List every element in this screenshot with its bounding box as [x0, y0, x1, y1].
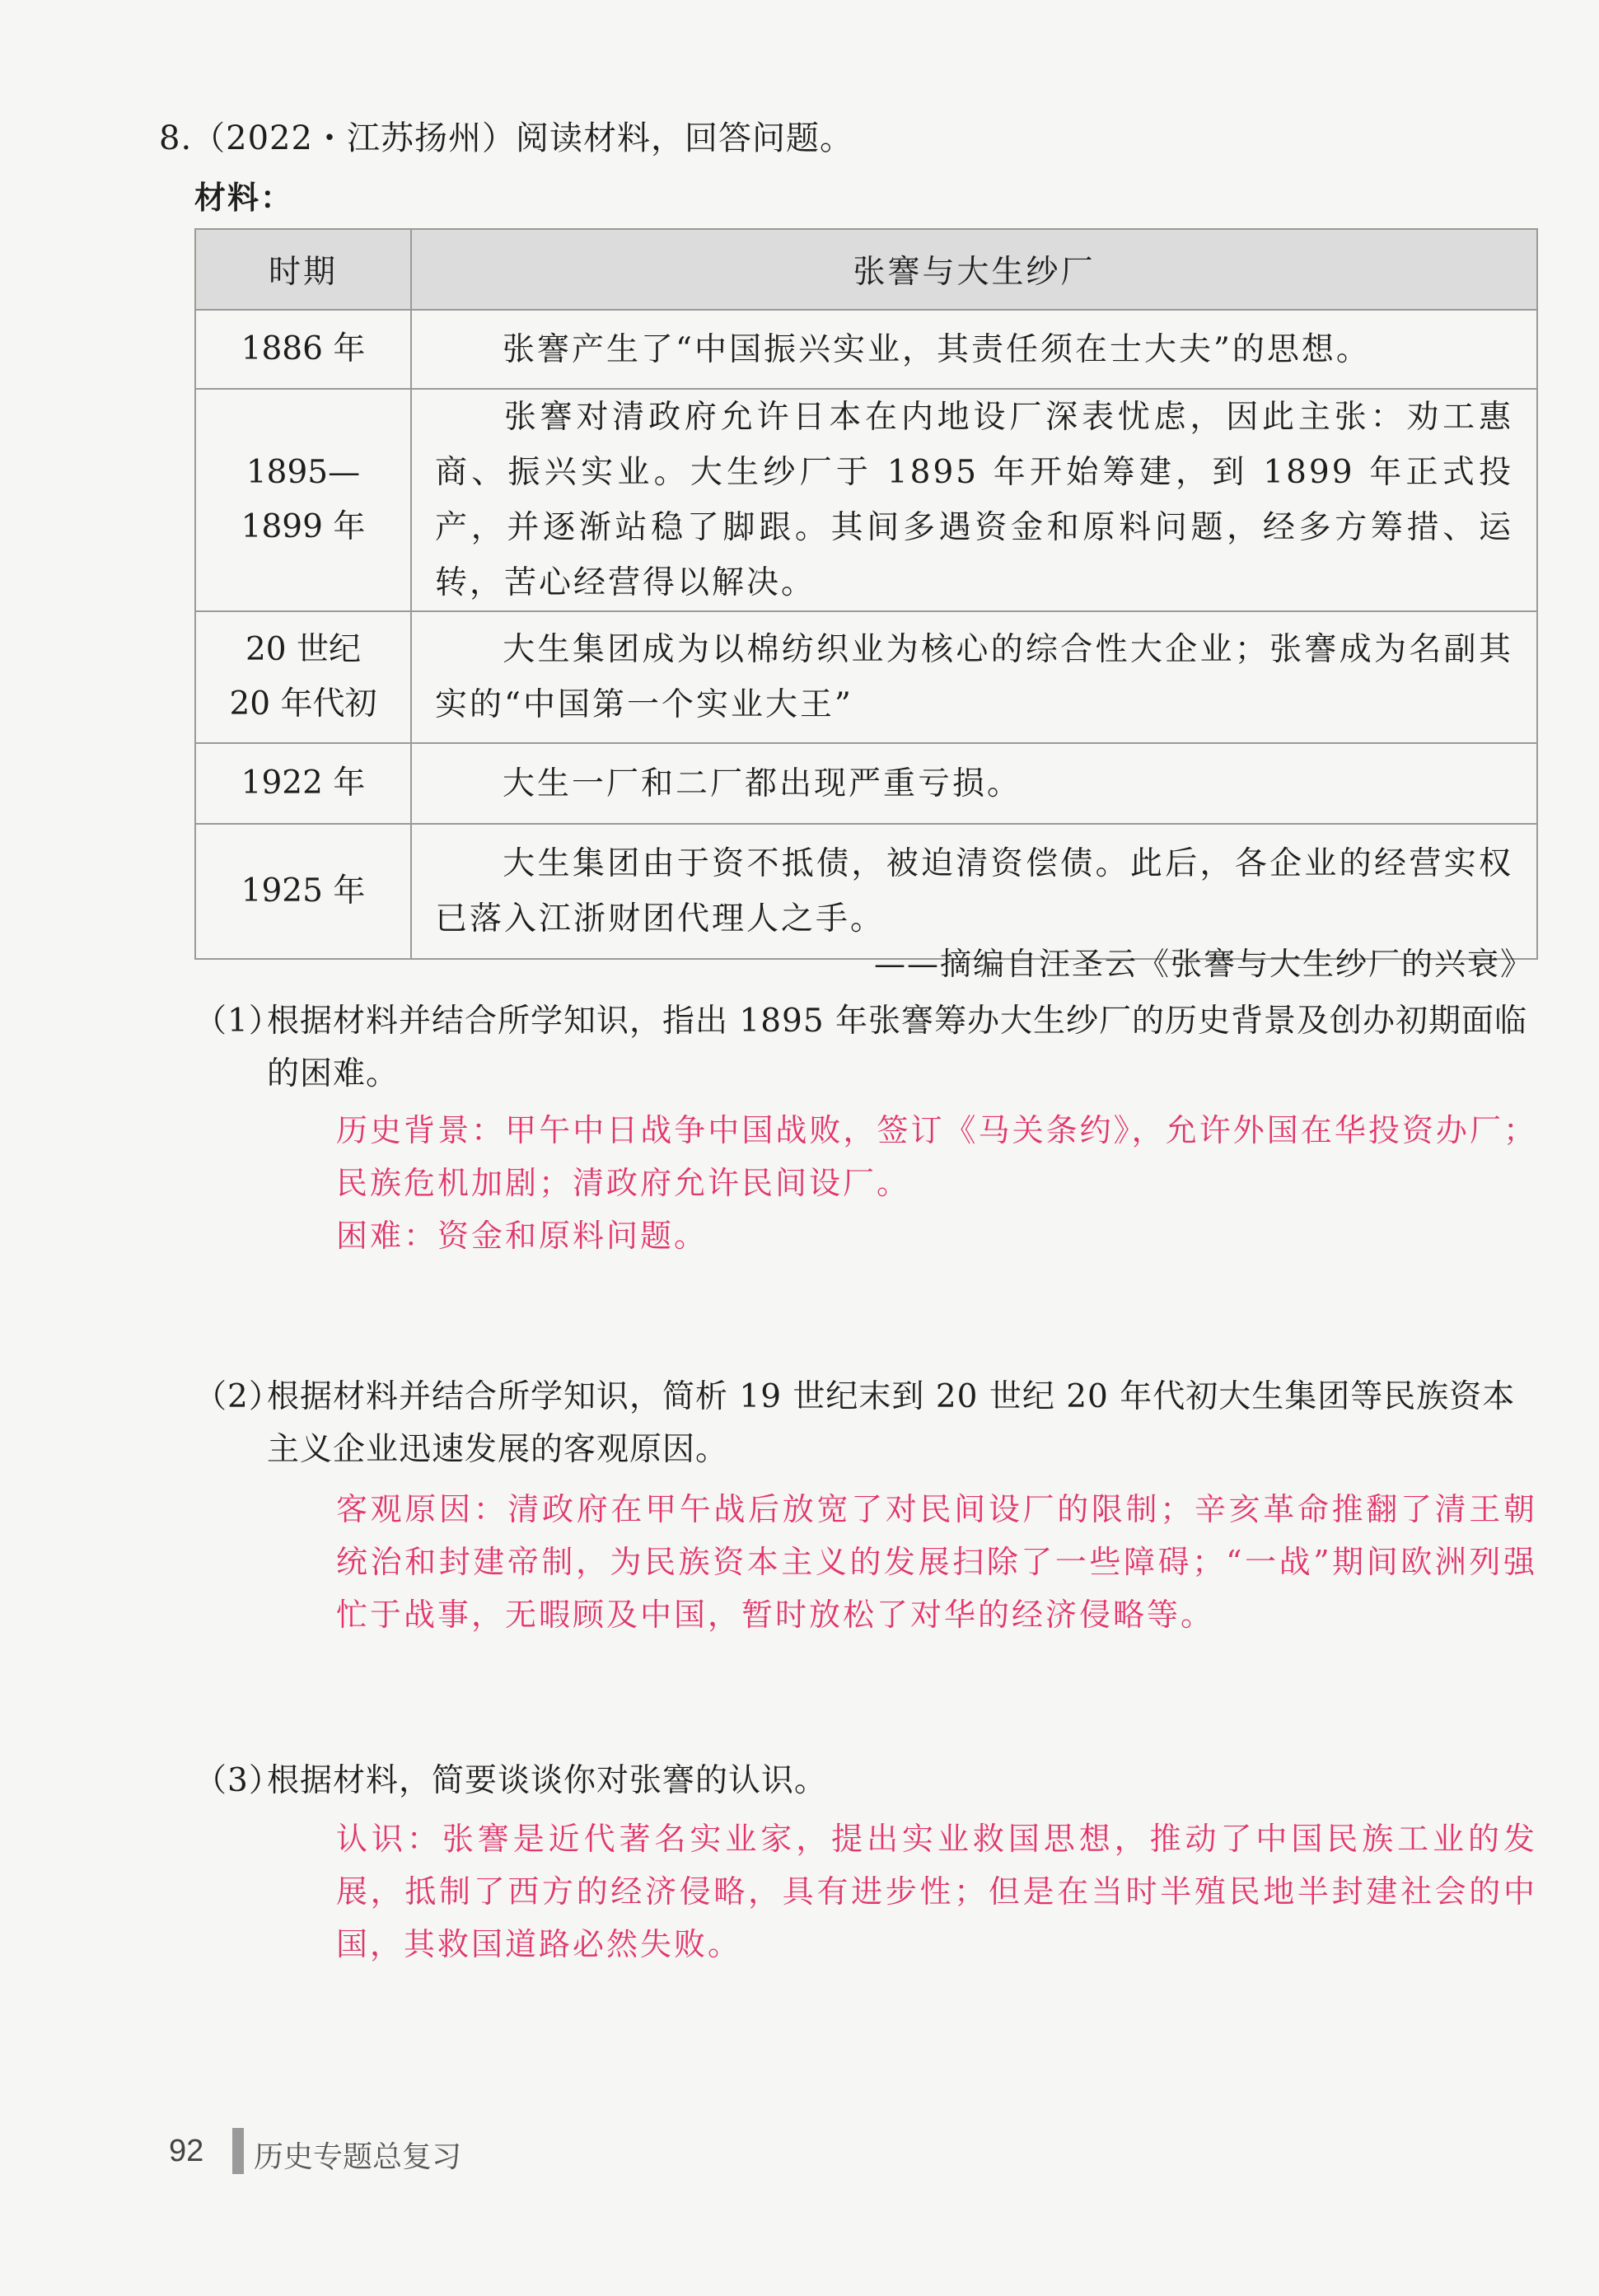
- period-cell: [195, 611, 411, 743]
- material-label: 材料：: [194, 179, 294, 216]
- period-line: 20 年代初: [229, 685, 377, 722]
- answer-line: 认识：张謇是近代著名实业家，提出实业救国思想，推动了中国民族工业的发展，抵制了西方的经济侵略，具有进步性；但是在当时半殖民地半封建社会的中国，其救国道路必然失败。: [336, 1821, 1537, 1962]
- sub-question-text: 根据材料并结合所学知识，指出 1895 年张謇筹办大生纱厂的历史背景及创办初期面临的困难。: [267, 1003, 1528, 1092]
- material-source: ——摘编自汪圣云《张謇与大生纱厂的兴衰》: [873, 946, 1533, 982]
- content-text: 大生集团成为以棉纺织业为核心的综合性大企业；张謇成为名副其实的“中国第一个实业大王”: [435, 631, 1513, 723]
- table-row: [195, 743, 1537, 824]
- answer-3: [269, 1812, 1537, 1971]
- period-line: 1899 年: [241, 508, 366, 545]
- sub-question-text: 根据材料并结合所学知识，简析 19 世纪末到 20 世纪 20 年代初大生集团等民族资本主义企业迅速发展的客观原因。: [267, 1378, 1516, 1468]
- period-cell: [195, 310, 411, 389]
- question-title: 8.（2022・江苏扬州）阅读材料，回答问题。: [159, 119, 853, 157]
- content-text: 张謇对清政府允许日本在内地设厂深表忧虑，因此主张：劝工惠商、振兴实业。大生纱厂于 1895 年开始筹建，到 1899 年正式投产，并逐渐站稳了脚跟。其间多遇资金和原料问题，经多方筹措、运转，苦心经营得以解决。: [435, 399, 1513, 601]
- content-text: 张謇产生了“中国振兴实业，其责任须在士大夫”的思想。: [503, 330, 1371, 368]
- content-text: 大生集团由于资不抵债，被迫清资偿债。此后，各企业的经营实权已落入江浙财团代理人之手。: [435, 845, 1513, 938]
- sub-question-1: [194, 995, 1545, 1101]
- sub-question-number: （2）: [194, 1378, 282, 1415]
- answer-line: 历史背景：甲午中日战争中国战败，签订《马关条约》，允许外国在华投资办厂；民族危机加剧；清政府允许民间设厂。: [336, 1112, 1537, 1201]
- period-cell: [195, 389, 411, 611]
- answer-line: 困难：资金和原料问题。: [336, 1218, 708, 1254]
- content-text: 大生一厂和二厂都出现严重亏损。: [503, 765, 1022, 802]
- period-cell: [195, 824, 411, 959]
- sub-question-number: （3）: [194, 1762, 282, 1799]
- answer-1: [269, 1104, 1537, 1262]
- period-line: 1922 年: [241, 765, 366, 802]
- material-table: [194, 228, 1538, 960]
- content-cell: [411, 389, 1537, 611]
- sub-question-3: [194, 1755, 1545, 1807]
- table-row: [195, 611, 1537, 743]
- header-period: 时期: [195, 229, 411, 310]
- period-line: 1886 年: [241, 330, 366, 367]
- table-row: [195, 389, 1537, 611]
- header-content: 张謇与大生纱厂: [411, 229, 1537, 310]
- sub-question-2: [194, 1371, 1545, 1476]
- content-cell: [411, 611, 1537, 743]
- period-line: 1925 年: [241, 872, 366, 910]
- answer-2: [269, 1483, 1537, 1641]
- period-line: 1895—: [245, 454, 361, 491]
- page-number: 92: [169, 2134, 204, 2168]
- sub-question-text: 根据材料，简要谈谈你对张謇的认识。: [267, 1762, 828, 1799]
- table-row: [195, 310, 1537, 389]
- period-line: 20 世纪: [245, 631, 362, 668]
- sub-question-number: （1）: [194, 1003, 282, 1040]
- period-cell: [195, 743, 411, 824]
- answer-line: 客观原因：清政府在甲午战后放宽了对民间设厂的限制；辛亥革命推翻了清王朝统治和封建帝制，为民族资本主义的发展扫除了一些障碍；“一战”期间欧洲列强忙于战事，无暇顾及中国，暂时放松了对华的经济侵略等。: [336, 1491, 1537, 1633]
- footer-divider: [232, 2128, 244, 2174]
- content-cell: [411, 743, 1537, 824]
- book-title: 历史专题总复习: [254, 2139, 462, 2173]
- content-cell: [411, 310, 1537, 389]
